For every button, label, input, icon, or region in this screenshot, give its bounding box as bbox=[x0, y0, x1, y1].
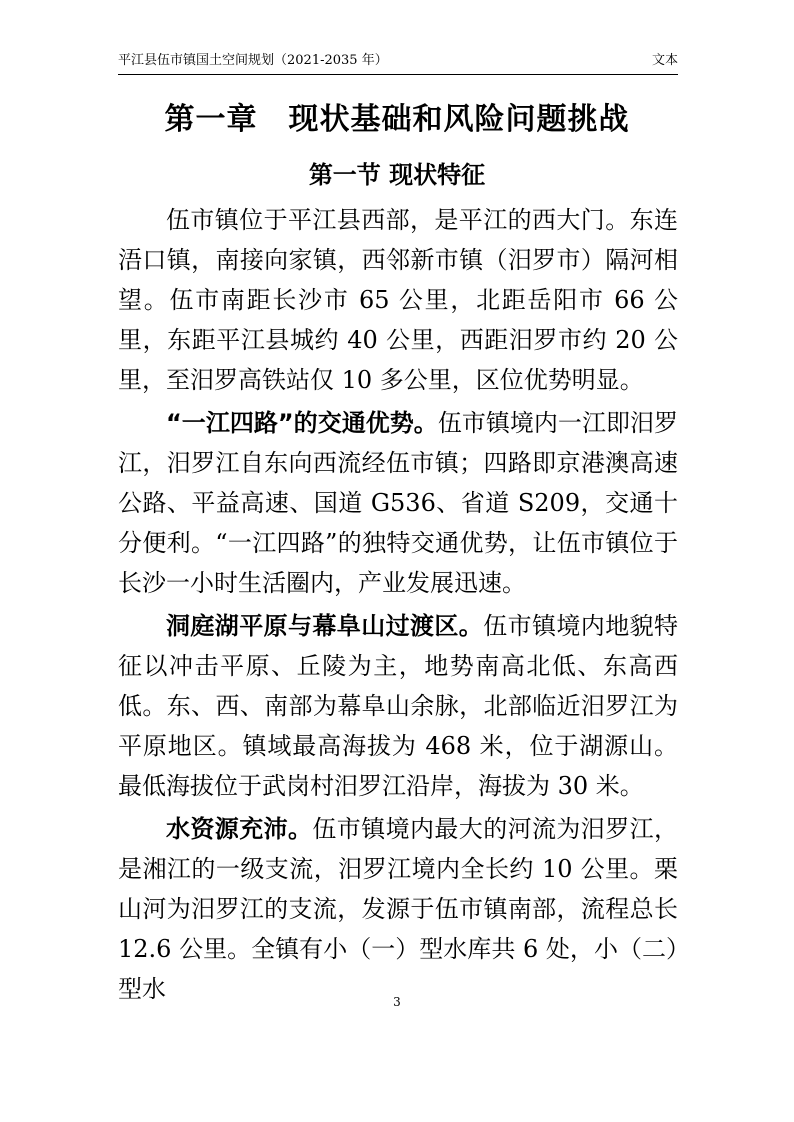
paragraph-water bbox=[118, 809, 678, 1009]
paragraph-lead: 水资源充沛。 bbox=[166, 815, 313, 843]
header-title: 平江县伍市镇国土空间规划（2021-2035 年） bbox=[118, 53, 388, 68]
running-header bbox=[118, 52, 678, 75]
body-text bbox=[118, 200, 678, 1009]
paragraph-transport bbox=[118, 403, 678, 603]
paragraph-location bbox=[118, 200, 678, 400]
paragraph-lead: 洞庭湖平原与幕阜山过渡区。 bbox=[166, 612, 484, 640]
page-number: 3 bbox=[393, 995, 401, 1009]
paragraph-text: 伍市镇位于平江县西部，是平江的西大门。东连浯口镇，南接向家镇，西邻新市镇（汨罗市）隔河相望。伍市南距长沙市 65 公里，北距岳阳市 66 公里，东距平江县城约 40 公里，西距汨罗市约 20 公里，至汨罗高铁站仅 10 多公里，区位优势明显。 bbox=[118, 206, 678, 394]
paragraph-text: 伍市镇境内一江即汨罗江，汨罗江自东向西流经伍市镇；四路即京港澳高速公路、平益高速、国道 G536、省道 S209，交通十分便利。“一江四路”的独特交通优势，让伍市镇位于长沙一小时生活圈内，产业发展迅速。 bbox=[118, 409, 679, 597]
paragraph-text: 伍市镇境内地貌特征以冲击平原、丘陵为主，地势南高北低、东高西低。东、西、南部为幕阜山余脉，北部临近汨罗江为平原地区。镇域最高海拔为 468 米，位于湖源山。最低海拔位于武岗村汨罗江沿岸，海拔为 30 米。 bbox=[118, 612, 679, 800]
chapter-title: 第一章 现状基础和风险问题挑战 bbox=[164, 102, 630, 137]
paragraph-terrain bbox=[118, 606, 678, 806]
paragraph-lead: “一江四路”的交通优势。 bbox=[166, 409, 438, 437]
paragraph-text: 伍市镇境内最大的河流为汨罗江，是湘江的一级支流，汨罗江境内全长约 10 公里。栗山河为汨罗江的支流，发源于伍市镇南部，流程总长 12.6 公里。全镇有小（一）型水库共 6 处，小（二）型水 bbox=[118, 815, 679, 1003]
header-doc-type: 文本 bbox=[651, 53, 678, 68]
section-title: 第一节 现状特征 bbox=[308, 161, 486, 189]
